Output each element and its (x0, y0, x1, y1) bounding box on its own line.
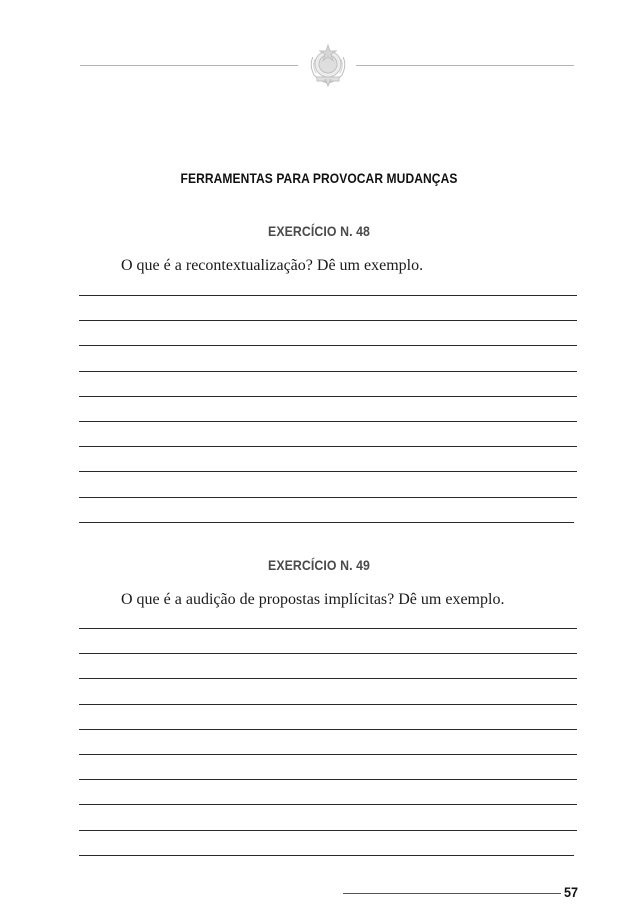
footer-rule (343, 893, 561, 894)
answer-line[interactable] (79, 396, 577, 397)
answer-line[interactable] (79, 729, 577, 730)
header-rule-right (356, 65, 574, 66)
answer-line[interactable] (79, 779, 577, 780)
answer-line[interactable] (79, 804, 577, 805)
answer-line[interactable] (79, 471, 577, 472)
answer-line[interactable] (79, 421, 577, 422)
answer-line[interactable] (79, 855, 574, 856)
answer-line[interactable] (79, 653, 577, 654)
exercise-48-question: O que é a recontextualização? Dê um exemplo. (121, 257, 424, 274)
answer-line[interactable] (79, 830, 577, 831)
coat-of-arms-icon (303, 39, 353, 89)
header-rule-left (80, 65, 298, 66)
exercise-48-title: EXERCÍCIO N. 48 (268, 223, 370, 239)
answer-line[interactable] (79, 371, 577, 372)
answer-line[interactable] (79, 522, 574, 523)
answer-line[interactable] (79, 320, 577, 321)
answer-line[interactable] (79, 678, 577, 679)
answer-line[interactable] (79, 446, 577, 447)
answer-line[interactable] (79, 345, 577, 346)
answer-line[interactable] (79, 497, 577, 498)
answer-line[interactable] (79, 754, 577, 755)
exercise-49-question: O que é a audição de propostas implícitas? Dê um exemplo. (121, 591, 505, 608)
page-title: FERRAMENTAS PARA PROVOCAR MUDANÇAS (180, 170, 458, 186)
answer-line[interactable] (79, 704, 577, 705)
answer-line[interactable] (79, 295, 577, 296)
answer-line[interactable] (79, 628, 577, 629)
exercise-49-title: EXERCÍCIO N. 49 (268, 557, 370, 573)
page-number: 57 (564, 884, 579, 900)
